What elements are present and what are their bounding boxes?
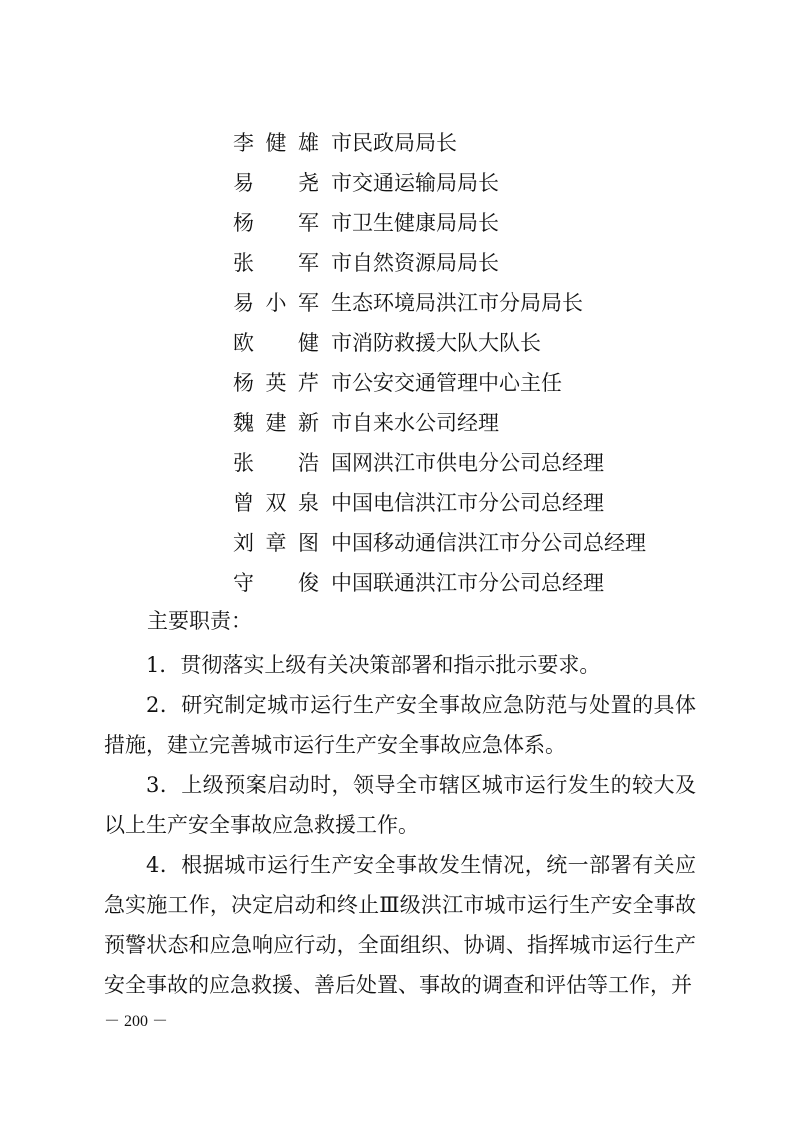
duties-list [104, 645, 696, 1005]
member-title: 生态环境局洪江市分局局长 [331, 291, 583, 315]
member-row [233, 203, 713, 243]
member-name: 易尧 [233, 171, 319, 195]
member-name: 张军 [233, 251, 319, 275]
member-list [233, 123, 713, 603]
member-row [233, 483, 713, 523]
page-number: － 200 － [104, 1013, 169, 1030]
member-title: 市民政局局长 [331, 131, 457, 155]
member-title: 市消防救援大队大队长 [331, 331, 541, 355]
duty-item: 2．研究制定城市运行生产安全事故应急防范与处置的具体措施，建立完善城市运行生产安全事故应急体系。 [104, 693, 696, 757]
member-row [233, 243, 713, 283]
member-title: 市自然资源局局长 [331, 251, 499, 275]
member-title: 中国联通洪江市分公司总经理 [331, 571, 604, 595]
member-name: 李健雄 [233, 131, 319, 155]
duties-heading: 主要职责： [147, 609, 252, 633]
member-name: 张浩 [233, 451, 319, 475]
member-row [233, 123, 713, 163]
member-name: 杨军 [233, 211, 319, 235]
member-row [233, 563, 713, 603]
member-row [233, 363, 713, 403]
duty-item: 3．上级预案启动时，领导全市辖区城市运行发生的较大及以上生产安全事故应急救援工作。 [104, 773, 696, 837]
member-name: 杨英芹 [233, 371, 319, 395]
member-title: 中国移动通信洪江市分公司总经理 [331, 531, 646, 555]
member-name: 魏建新 [233, 411, 319, 435]
member-title: 市卫生健康局局长 [331, 211, 499, 235]
member-row [233, 163, 713, 203]
duty-item: 1．贯彻落实上级有关决策部署和指示批示要求。 [146, 653, 601, 677]
member-title: 国网洪江市供电分公司总经理 [331, 451, 604, 475]
member-name: 曾双泉 [233, 491, 319, 515]
duty-item: 4．根据城市运行生产安全事故发生情况，统一部署有关应急实施工作，决定启动和终止Ⅲ级洪江市城市运行生产安全事故预警状态和应急响应行动，全面组织、协调、指挥城市运行生产安全事故的应急救援、善后处置、事故的调查和评估等工作，并 [104, 853, 696, 997]
member-name: 易小军 [233, 291, 319, 315]
member-row [233, 323, 713, 363]
member-title: 市交通运输局局长 [331, 171, 499, 195]
member-row [233, 283, 713, 323]
member-title: 市自来水公司经理 [331, 411, 499, 435]
member-row [233, 403, 713, 443]
member-name: 守俊 [233, 571, 319, 595]
member-title: 市公安交通管理中心主任 [331, 371, 562, 395]
member-row [233, 443, 713, 483]
member-title: 中国电信洪江市分公司总经理 [331, 491, 604, 515]
member-name: 欧健 [233, 331, 319, 355]
member-name: 刘章图 [233, 531, 319, 555]
member-row [233, 523, 713, 563]
